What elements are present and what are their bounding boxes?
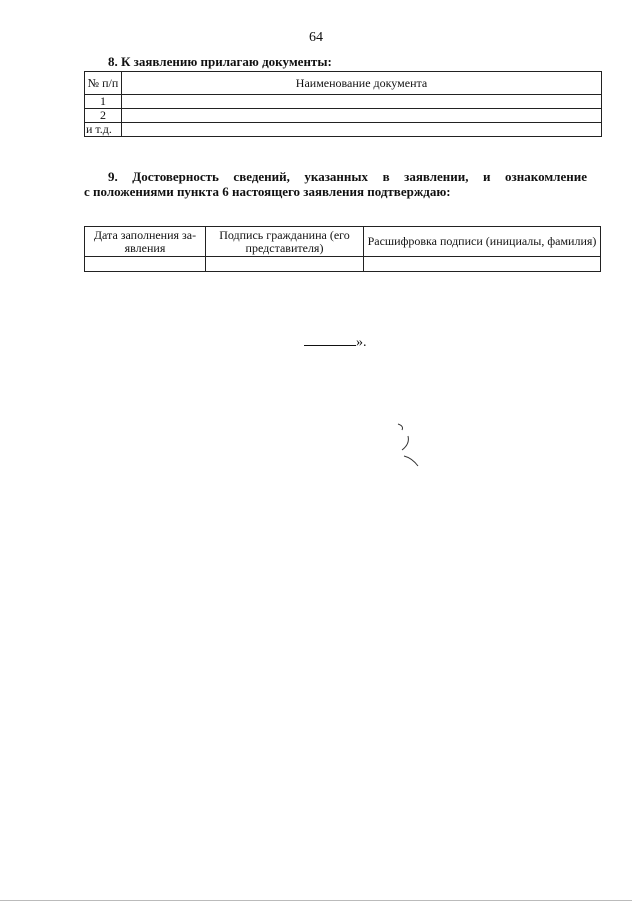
table-header-row — [85, 227, 601, 257]
column-header-fill-date: Дата заполнения за-явления — [85, 227, 206, 257]
page-number: 64 — [309, 30, 323, 45]
row-number-cell: и т.д. — [85, 123, 122, 137]
pen-stroke — [402, 436, 408, 450]
table-row — [85, 257, 601, 272]
pen-stroke-mark — [392, 420, 422, 470]
document-name-cell — [122, 109, 602, 123]
column-header-number: № п/п — [85, 72, 122, 95]
column-header-signature-transcript: Расшифровка подписи (инициалы, фамилия) — [364, 227, 601, 257]
signature-cell — [206, 257, 364, 272]
signature-table — [84, 226, 601, 272]
pen-stroke — [404, 456, 418, 466]
closing-quote-mark: ». — [356, 335, 367, 350]
document-name-cell — [122, 95, 602, 109]
table-row — [85, 123, 602, 137]
table-row — [85, 95, 602, 109]
closing-line — [304, 333, 367, 351]
signature-transcript-cell — [364, 257, 601, 272]
fill-date-cell — [85, 257, 206, 272]
document-name-cell — [122, 123, 602, 137]
section-8-heading: 8. К заявлению прилагаю документы: — [108, 54, 332, 69]
row-number-cell: 2 — [85, 109, 122, 123]
section-9-heading-line-2: с положениями пункта 6 настоящего заявления подтверждаю: — [84, 184, 451, 199]
pen-stroke — [398, 424, 403, 430]
row-number-cell: 1 — [85, 95, 122, 109]
table-header-row — [85, 72, 602, 95]
table-row — [85, 109, 602, 123]
column-header-document-name: Наименование документа — [122, 72, 602, 95]
column-header-signature: Подпись гражданина (его представителя) — [206, 227, 364, 257]
section-9-heading-line-1: 9. Достоверность сведений, указанных в заявлении, и ознакомление — [108, 169, 587, 184]
blank-underline — [304, 333, 356, 346]
attached-documents-table — [84, 71, 602, 137]
scan-bottom-edge — [0, 900, 632, 901]
section-9-heading — [84, 169, 587, 199]
